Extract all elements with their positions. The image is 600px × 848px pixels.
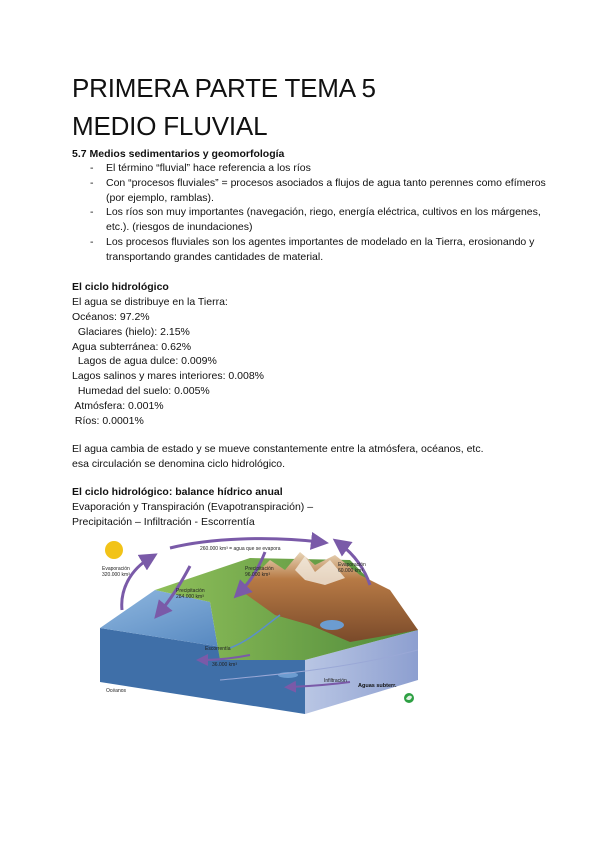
distribution-list: [72, 310, 264, 428]
oceans-label: Océanos: [106, 688, 127, 694]
paragraph-line2: esa circulación se denomina ciclo hidrológico.: [72, 458, 286, 470]
groundwater-label: Aguas subterr.: [358, 683, 397, 689]
bullet-item: - Con “procesos fluviales” = procesos asociados a flujos de agua tanto perennes como efímeros (por ejemplo, ramblas).: [72, 176, 556, 206]
balance-line2: Precipitación – Infiltración - Escorrentía: [72, 516, 255, 528]
precip-ocean-value: 284.000 km³: [176, 594, 204, 600]
distribution-intro: El agua se distribuye en la Tierra:: [72, 296, 228, 308]
infiltration-label: Infiltración: [324, 678, 347, 684]
bullet-list: [72, 161, 556, 265]
page-title-line2: MEDIO FLUVIAL: [72, 111, 268, 141]
hydrologic-cycle-illustration: [100, 530, 418, 714]
distribution-item: Agua subterránea: 0.62%: [72, 340, 192, 353]
evap-left-label: Evaporación: [102, 566, 130, 572]
paragraph-line1: El agua cambia de estado y se mueve constantemente entre la atmósfera, océanos, etc.: [72, 443, 484, 455]
lake: [320, 620, 344, 630]
page-title-line1: PRIMERA PARTE TEMA 5: [72, 73, 376, 103]
distribution-item: Humedad del suelo: 0.005%: [72, 384, 210, 397]
sun-icon: [105, 541, 123, 559]
distribution-item: Atmósfera: 0.001%: [72, 399, 164, 412]
distribution-item: Lagos salinos y mares interiores: 0.008%: [72, 370, 265, 383]
runoff-label: Escorrentía: [205, 646, 231, 652]
leaf-icon: [404, 693, 414, 703]
bullet-item: - Los procesos fluviales son los agentes importantes de modelado en la Tierra, erosionando y transportando grandes cantidades de material.: [72, 235, 556, 265]
distribution-item: Océanos: 97.2%: [72, 311, 150, 323]
section-heading: 5.7 Medios sedimentarios y geomorfología: [72, 148, 285, 160]
cycle-heading: El ciclo hidrológico: [72, 281, 169, 293]
balance-heading: El ciclo hidrológico: balance hídrico anual: [72, 486, 283, 498]
top-flow-label: 260.000 km³ = agua que se evapora: [200, 546, 281, 552]
bullet-item: - Los ríos son muy importantes (navegación, riego, energía eléctrica, cultivos en los márgenes, etc.). (riesgos de inundaciones): [72, 205, 556, 235]
evap-right-label: Evaporación: [338, 562, 366, 568]
distribution-item: Ríos: 0.0001%: [72, 414, 144, 427]
bullet-item: - El término “fluvial” hace referencia a los ríos: [72, 161, 556, 176]
evap-right-value: 60.000 km³: [338, 568, 364, 574]
runoff-value: 36.000 km³: [212, 662, 238, 668]
precip-land-value: 96.000 km³: [245, 572, 271, 578]
precip-land-label: Precipitación: [245, 566, 274, 572]
distribution-item: Lagos de agua dulce: 0.009%: [72, 355, 217, 368]
distribution-item: Glaciares (hielo): 2.15%: [72, 325, 190, 338]
precip-ocean-label: Precipitación: [176, 588, 205, 594]
balance-line1: Evaporación y Transpiración (Evapotranspiración) –: [72, 501, 314, 513]
evap-left-value: 320.000 km³: [102, 572, 130, 578]
hydrologic-cycle-figure: [100, 530, 418, 714]
